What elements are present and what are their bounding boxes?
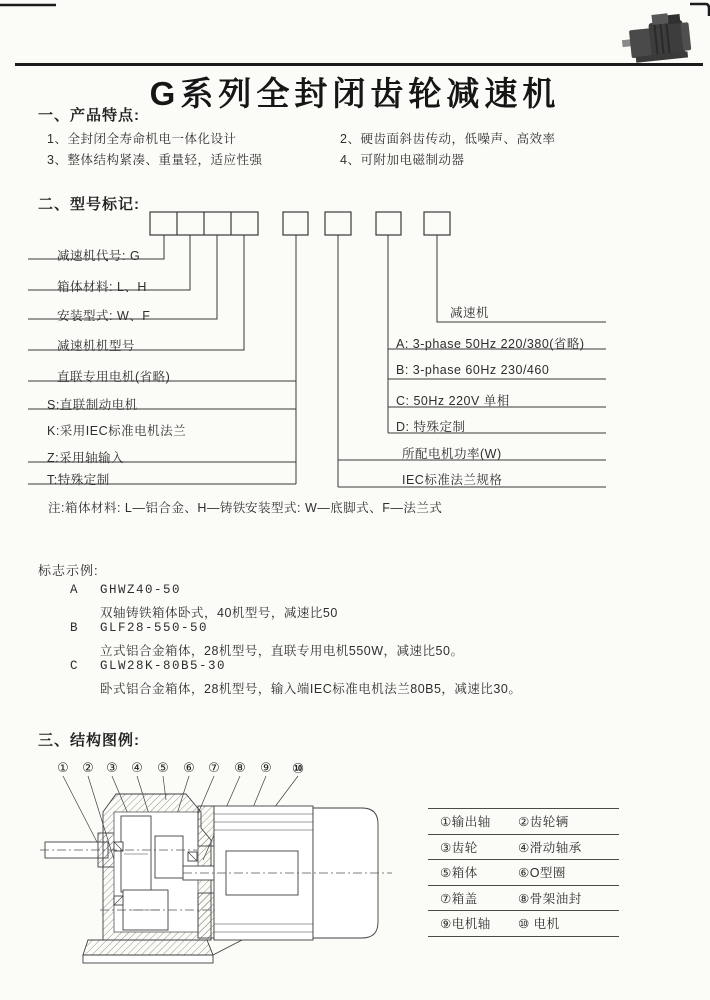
feature-item-2: 2、硬齿面斜齿传动，低噪声、高效率 bbox=[340, 132, 556, 146]
marking-right-a-voltage: A: 3-phase 50Hz 220/380(省略) bbox=[396, 337, 585, 351]
callout-7: ⑦ bbox=[208, 760, 220, 775]
part-cover: ⑦箱盖 bbox=[440, 891, 478, 906]
structure-cross-section-drawing bbox=[40, 776, 392, 963]
part-housing: ⑤箱体 bbox=[440, 866, 478, 881]
example-c-model: GLW28K-80B5-30 bbox=[100, 659, 227, 673]
part-o-ring: ⑥O型圈 bbox=[518, 866, 566, 881]
part-motor-shaft: ⑨电机轴 bbox=[440, 917, 491, 932]
callout-5: ⑤ bbox=[157, 760, 169, 775]
table-row bbox=[428, 835, 619, 861]
marking-left-frame-size: 减速机机型号 bbox=[57, 339, 136, 353]
marking-note-mount: 安装型式: W—底脚式、F—法兰式 bbox=[245, 501, 443, 515]
marking-right-reducer: 减速机 bbox=[450, 306, 490, 320]
feature-item-1: 1、全封闭全寿命机电一体化设计 bbox=[47, 132, 237, 146]
header-rule bbox=[15, 63, 703, 66]
example-c-desc: 卧式铝合金箱体，28机型号，输入端IEC标准电机法兰80B5，减速比30。 bbox=[100, 682, 522, 696]
callout-10: ⑩ bbox=[292, 760, 304, 776]
structure-heading: 三、结构图例: bbox=[38, 732, 140, 749]
example-b-desc: 立式铝合金箱体，28机型号，直联专用电机550W，减速比50。 bbox=[100, 644, 464, 658]
callout-9: ⑨ bbox=[260, 760, 272, 775]
examples-heading: 标志示例: bbox=[38, 563, 99, 578]
parts-legend-table bbox=[428, 808, 619, 937]
marking-note-material: 注:箱体材料: L—铝合金、H—铸铁 bbox=[48, 501, 246, 515]
marking-left-t-special: T:特殊定制 bbox=[47, 473, 110, 487]
example-b-model: GLF28-550-50 bbox=[100, 621, 209, 635]
marking-left-k-iec-flange: K:采用IEC标准电机法兰 bbox=[47, 424, 187, 438]
part-slide-bearing: ④滑动轴承 bbox=[518, 840, 582, 855]
feature-item-4: 4、可附加电磁制动器 bbox=[340, 153, 465, 167]
marking-heading: 二、型号标记: bbox=[38, 196, 140, 213]
example-a-desc: 双轴铸铁箱体卧式，40机型号，减速比50 bbox=[100, 606, 338, 620]
marking-right-c-voltage: C: 50Hz 220V 单相 bbox=[396, 394, 510, 408]
example-b-letter: B bbox=[70, 621, 80, 635]
model-code-boxes bbox=[150, 212, 450, 235]
table-row bbox=[428, 860, 619, 886]
marking-right-d-special: D: 特殊定制 bbox=[396, 420, 466, 434]
part-gear-shaft: ②齿轮辆 bbox=[518, 815, 569, 830]
part-motor: ⑩ 电机 bbox=[518, 917, 560, 932]
callout-1: ① bbox=[57, 760, 69, 775]
marking-left-s-brake-motor: S:直联制动电机 bbox=[47, 398, 138, 412]
example-c-letter: C bbox=[70, 659, 80, 673]
callout-2: ② bbox=[82, 760, 94, 775]
callout-3: ③ bbox=[106, 760, 118, 775]
example-a-letter: A bbox=[70, 583, 80, 597]
gear-motor-photo bbox=[620, 12, 704, 66]
marking-right-iec-flange: IEC标准法兰规格 bbox=[402, 473, 503, 487]
part-oil-seal: ⑧骨架油封 bbox=[518, 891, 582, 906]
table-row bbox=[428, 911, 619, 937]
marking-right-motor-power: 所配电机功率(W) bbox=[402, 447, 502, 461]
marking-left-reducer-code: 减速机代号: G bbox=[57, 249, 141, 263]
marking-left-case-material: 箱体材料: L、H bbox=[57, 280, 147, 294]
marking-left-mount-type: 安装型式: W、F bbox=[57, 309, 151, 323]
callout-6: ⑥ bbox=[183, 760, 195, 775]
part-gear: ③齿轮 bbox=[440, 840, 478, 855]
part-output-shaft: ①输出轴 bbox=[440, 815, 491, 830]
page-title: G系列全封闭齿轮减速机 bbox=[149, 75, 561, 112]
marking-left-z-shaft-input: Z:采用轴输入 bbox=[47, 451, 125, 465]
table-row bbox=[428, 809, 619, 835]
callout-4: ④ bbox=[131, 760, 143, 775]
feature-item-3: 3、整体结构紧凑、重量轻，适应性强 bbox=[47, 153, 263, 167]
features-heading: 一、产品特点: bbox=[38, 107, 140, 124]
marking-left-direct-motor: 直联专用电机(省略) bbox=[57, 370, 171, 384]
marking-right-b-voltage: B: 3-phase 60Hz 230/460 bbox=[396, 363, 550, 377]
table-row bbox=[428, 886, 619, 912]
example-a-model: GHWZ40-50 bbox=[100, 583, 182, 597]
callout-8: ⑧ bbox=[234, 760, 246, 775]
